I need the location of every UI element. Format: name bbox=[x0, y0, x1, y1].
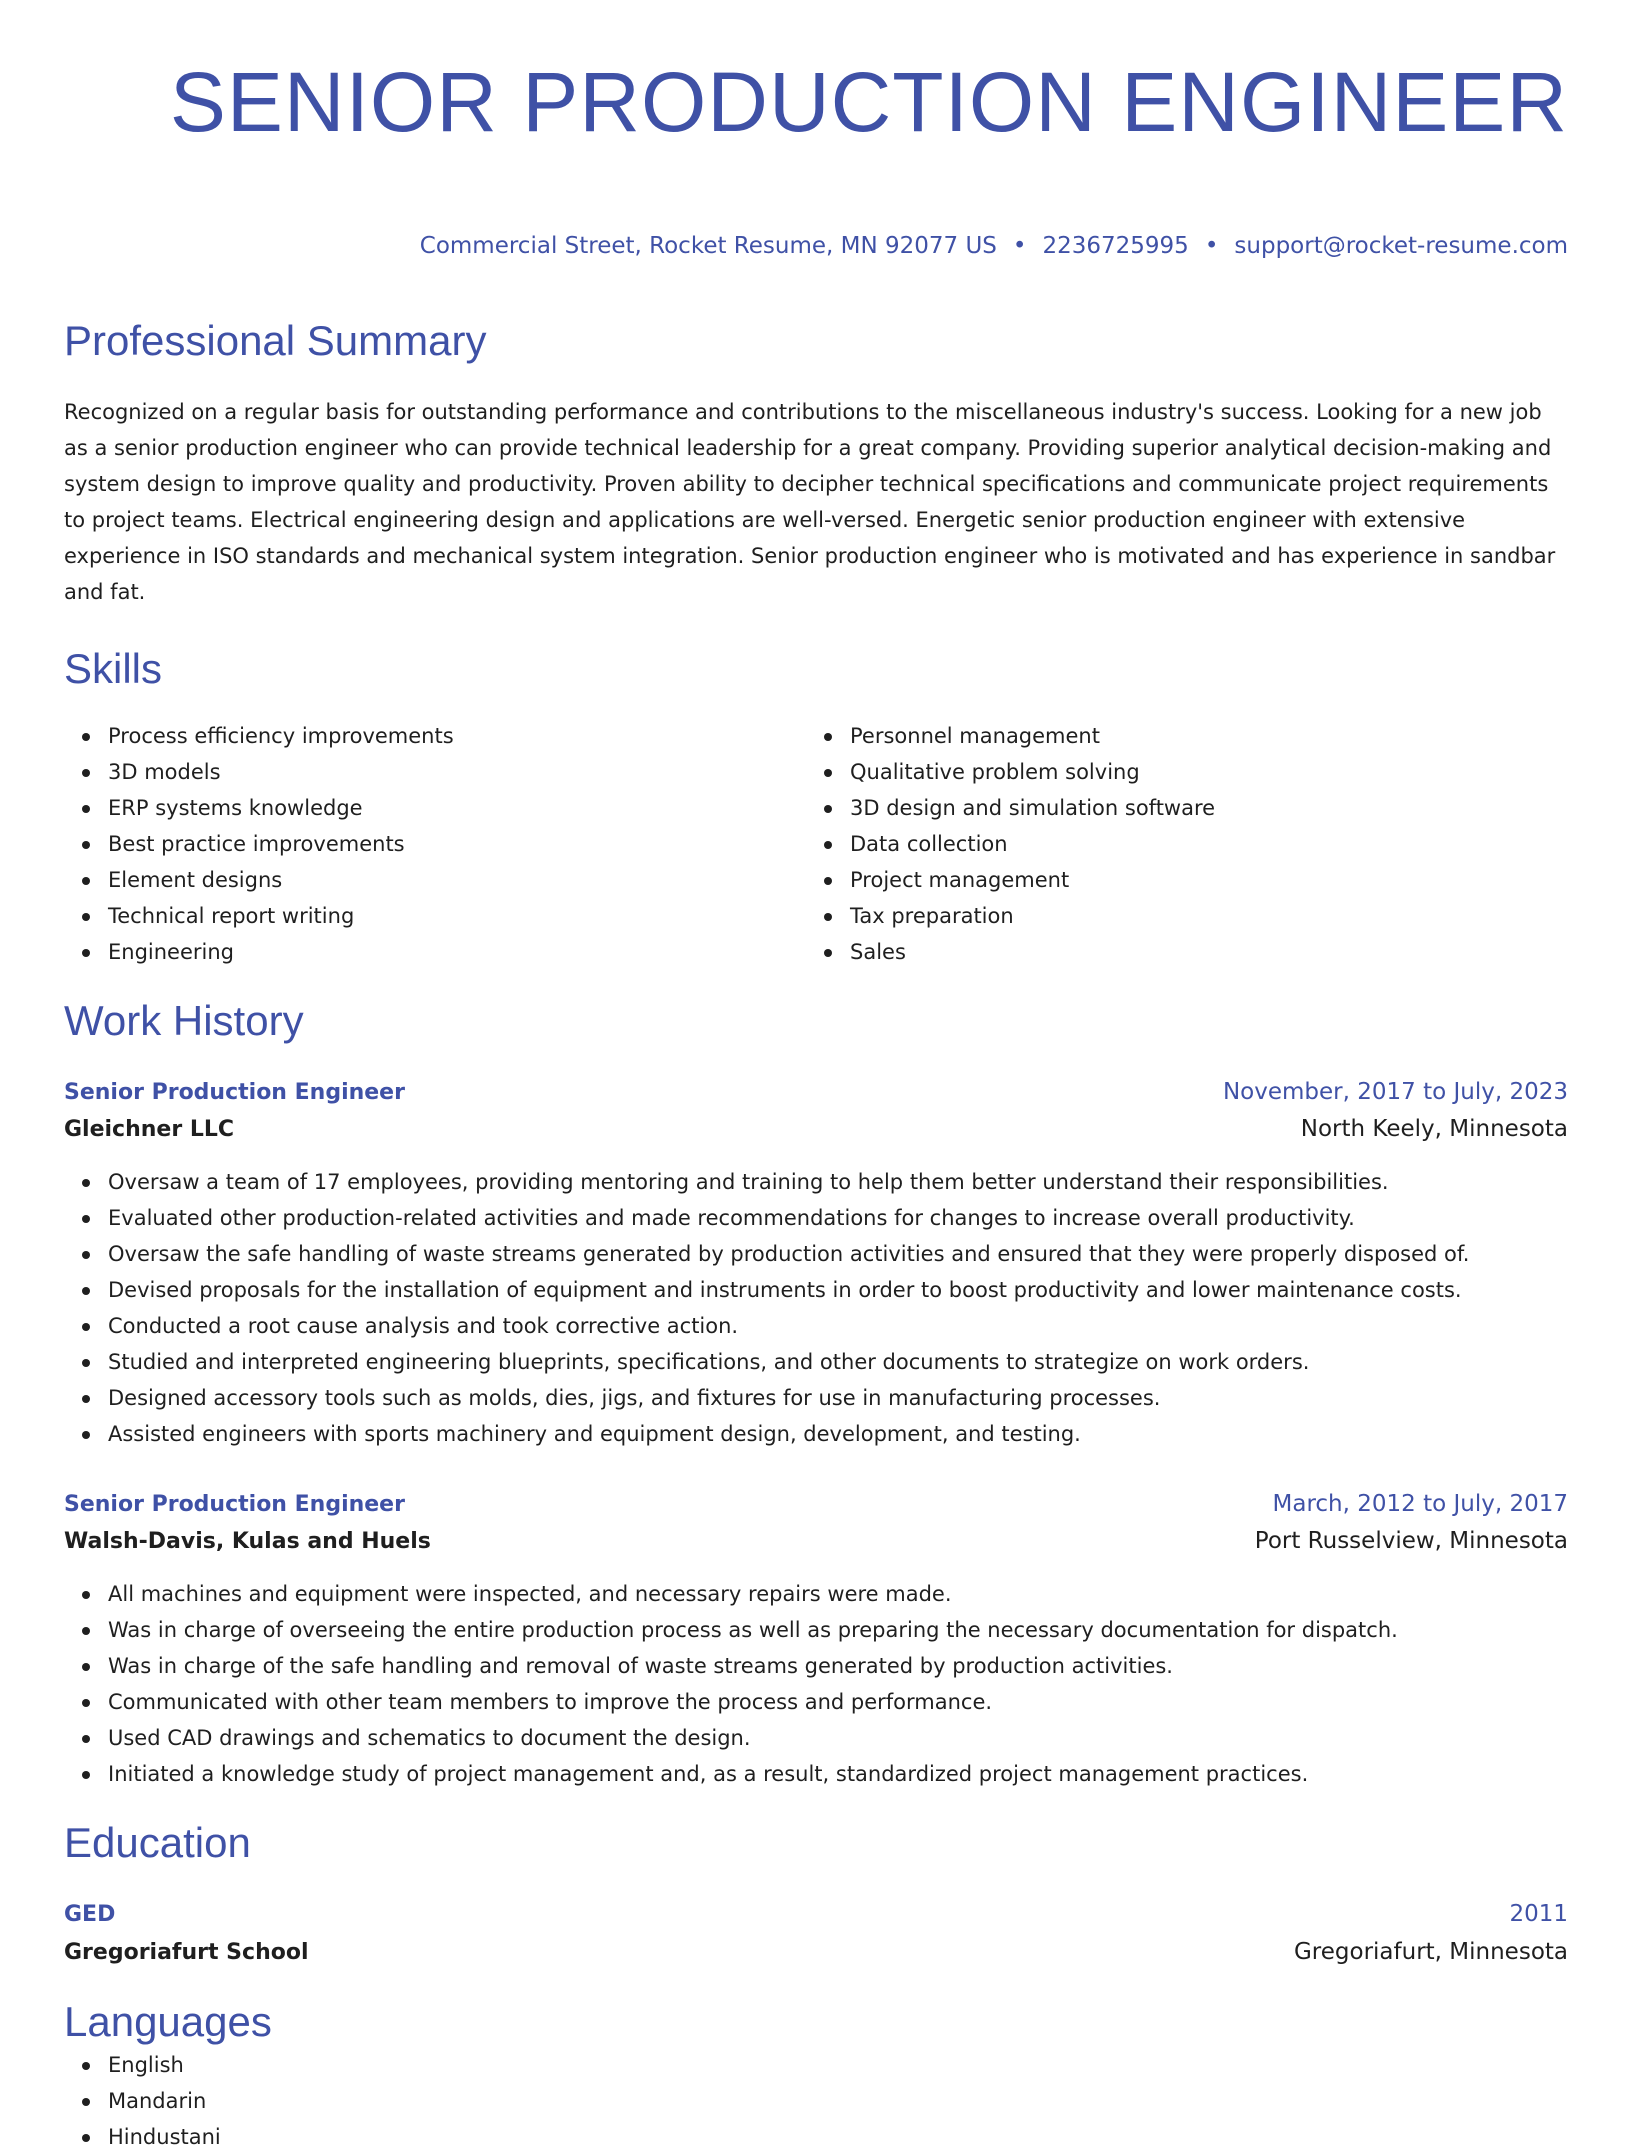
responsibility-item: Evaluated other production-related activities and made recommendations for changes to increase overall productivity. bbox=[108, 1200, 1568, 1236]
responsibility-item: Designed accessory tools such as molds, dies, jigs, and fixtures for use in manufacturing processes. bbox=[108, 1380, 1568, 1416]
skill-item: Qualitative problem solving bbox=[850, 754, 1548, 790]
skill-item: Personnel management bbox=[850, 718, 1548, 754]
skill-item: 3D design and simulation software bbox=[850, 790, 1548, 826]
skill-item: Technical report writing bbox=[108, 898, 806, 934]
education-heading: Education bbox=[64, 1819, 251, 1866]
languages-heading: Languages bbox=[64, 1998, 272, 2045]
skills-grid bbox=[64, 718, 1568, 970]
responsibility-item: Studied and interpreted engineering blueprints, specifications, and other documents to strategize on work orders. bbox=[108, 1344, 1568, 1380]
skills-heading: Skills bbox=[64, 645, 163, 692]
responsibility-item: Oversaw the safe handling of waste streams generated by production activities and ensured that they were properly disposed of. bbox=[108, 1236, 1568, 1272]
job-company: Walsh-Davis, Kulas and Huels bbox=[64, 1529, 431, 1554]
responsibility-item: Communicated with other team members to improve the process and performance. bbox=[108, 1684, 1568, 1720]
skill-item: Sales bbox=[850, 934, 1548, 970]
education-entry bbox=[64, 1896, 1568, 1971]
languages-list bbox=[64, 2047, 1568, 2155]
job-header-row bbox=[64, 1486, 1568, 1523]
resume-title: SENIOR PRODUCTION ENGINEER bbox=[169, 55, 1568, 149]
contact-line bbox=[64, 230, 1568, 262]
job-location: Port Russelview, Minnesota bbox=[1254, 1528, 1568, 1554]
skill-item: ERP systems knowledge bbox=[108, 790, 806, 826]
skill-item: Engineering bbox=[108, 934, 806, 970]
responsibility-item: Assisted engineers with sports machinery and equipment design, development, and testing. bbox=[108, 1416, 1568, 1452]
job-dates: November, 2017 to July, 2023 bbox=[1222, 1079, 1568, 1105]
job-header-row bbox=[64, 1074, 1568, 1111]
job-entry bbox=[64, 1486, 1568, 1792]
skill-item: Data collection bbox=[850, 826, 1548, 862]
job-responsibilities bbox=[64, 1576, 1568, 1792]
education-location: Gregoriafurt, Minnesota bbox=[1293, 1939, 1568, 1965]
education-year: 2011 bbox=[1509, 1901, 1568, 1927]
skill-item: 3D models bbox=[108, 754, 806, 790]
skill-item: Best practice improvements bbox=[108, 826, 806, 862]
education-degree: GED bbox=[64, 1902, 116, 1927]
skill-item: Process efficiency improvements bbox=[108, 718, 806, 754]
contact-separator: • bbox=[1204, 233, 1219, 259]
job-company-row bbox=[64, 1523, 1568, 1560]
skills-right-column bbox=[806, 718, 1548, 970]
education-header-row bbox=[64, 1896, 1568, 1933]
language-item: English bbox=[108, 2047, 1568, 2083]
responsibility-item: All machines and equipment were inspected, and necessary repairs were made. bbox=[108, 1576, 1568, 1612]
language-item: Hindustani bbox=[108, 2119, 1568, 2155]
job-company: Gleichner LLC bbox=[64, 1117, 235, 1142]
contact-email[interactable]: support@rocket-resume.com bbox=[1234, 233, 1568, 259]
job-location: North Keely, Minnesota bbox=[1300, 1116, 1568, 1142]
job-dates: March, 2012 to July, 2017 bbox=[1272, 1491, 1568, 1517]
responsibility-item: Devised proposals for the installation of equipment and instruments in order to boost productivity and lower maintenance costs. bbox=[108, 1272, 1568, 1308]
contact-separator: • bbox=[1012, 233, 1027, 259]
language-item: Mandarin bbox=[108, 2083, 1568, 2119]
job-company-row bbox=[64, 1111, 1568, 1148]
responsibility-item: Initiated a knowledge study of project management and, as a result, standardized project management practices. bbox=[108, 1756, 1568, 1792]
responsibility-item: Used CAD drawings and schematics to document the design. bbox=[108, 1720, 1568, 1756]
skill-item: Element designs bbox=[108, 862, 806, 898]
skills-left-column bbox=[64, 718, 806, 970]
job-entry bbox=[64, 1074, 1568, 1452]
job-title: Senior Production Engineer bbox=[64, 1080, 405, 1105]
job-responsibilities bbox=[64, 1164, 1568, 1452]
contact-address: Commercial Street, Rocket Resume, MN 92077 US bbox=[419, 233, 997, 259]
job-title: Senior Production Engineer bbox=[64, 1492, 405, 1517]
skill-item: Tax preparation bbox=[850, 898, 1548, 934]
summary-heading: Professional Summary bbox=[64, 317, 487, 364]
contact-phone: 2236725995 bbox=[1042, 233, 1189, 259]
responsibility-item: Conducted a root cause analysis and took corrective action. bbox=[108, 1308, 1568, 1344]
responsibility-item: Was in charge of overseeing the entire production process as well as preparing the necessary documentation for dispatch. bbox=[108, 1612, 1568, 1648]
summary-text: Recognized on a regular basis for outstanding performance and contributions to the miscellaneous industry's success. Looking for a new job as a senior production engineer who can provide technical leadership for a great company. Providing superior analytical decision-making and system design to improve quality and productivity. Proven ability to decipher technical specifications and communicate project requirements to project teams. Electrical engineering design and applications are well-versed. Energetic senior production engineer with extensive experience in ISO standards and mechanical system integration. Senior production engineer who is motivated and has experience in sandbar and fat. bbox=[64, 400, 1556, 604]
responsibility-item: Oversaw a team of 17 employees, providing mentoring and training to help them better understand their responsibilities. bbox=[108, 1164, 1568, 1200]
responsibility-item: Was in charge of the safe handling and removal of waste streams generated by production activities. bbox=[108, 1648, 1568, 1684]
education-school: Gregoriafurt School bbox=[64, 1940, 309, 1965]
education-school-row bbox=[64, 1933, 1568, 1971]
work-history-heading: Work History bbox=[64, 997, 304, 1044]
skill-item: Project management bbox=[850, 862, 1548, 898]
